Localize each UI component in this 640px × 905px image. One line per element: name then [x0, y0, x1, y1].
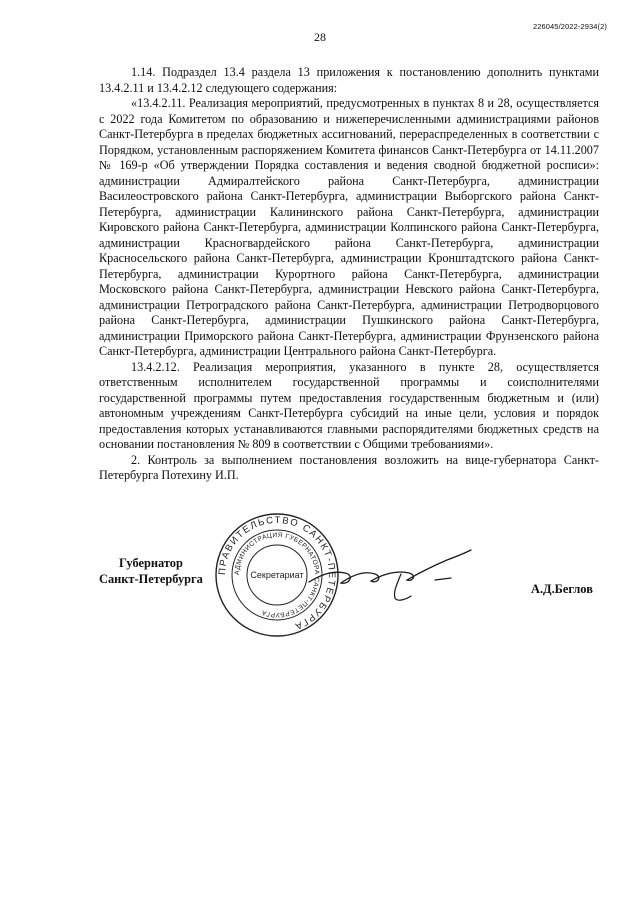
paragraph-1-14: 1.14. Подраздел 13.4 раздела 13 приложения к постановлению дополнить пунктами 13.4.2.11 и 13.4.2.12 следующего содержания:	[99, 65, 599, 95]
handwritten-signature	[305, 540, 480, 605]
svg-text:ПРАВИТЕЛЬСТВО САНКТ-ПЕТЕРБУРГА: ПРАВИТЕЛЬСТВО САНКТ-ПЕТЕРБУРГА	[216, 514, 338, 632]
signatory-title-line2: Санкт-Петербурга	[99, 571, 203, 586]
svg-text:Секретариат: Секретариат	[250, 570, 304, 580]
svg-text:АДМИНИСТРАЦИЯ ГУБЕРНАТОРА САНК: АДМИНИСТРАЦИЯ ГУБЕРНАТОРА САНКТ-ПЕТЕРБУРГА	[233, 531, 321, 619]
paragraph-2-control: 2. Контроль за выполнением постановления возложить на вице-губернатора Санкт-Петербурга Потехину И.П.	[99, 452, 599, 482]
signatory-name: А.Д.Беглов	[531, 582, 593, 596]
signatory-title	[99, 556, 203, 587]
document-number: 226045/2022-2934(2)	[532, 22, 607, 31]
paragraph-13-4-2-11: «13.4.2.11. Реализация мероприятий, предусмотренных в пунктах 8 и 28, осуществляется с 2022 года Комитетом по образованию и нижеперечисленными администрациями районов Санкт-Петербурга в пределах бюджетных ассигнований, перераспределенных в соответствии с Порядком, установленным распоряжением Комитета финансов Санкт-Петербурга от 14.11.2007 № 169-р «Об утверждении Порядка составления и ведения сводной бюджетной росписи»: администрации Адмиралтейского района Санкт-Петербурга, администрации Василеостровского района Санкт-Петербурга, администрации Выборгского района Санкт-Петербурга, администрации Калининского района Санкт-Петербурга, администрации Кировского района Санкт-Петербурга, администрации Колпинского района Санкт-Петербурга, администрации Красногвардейского района Санкт-Петербурга, администрации Красносельского района Санкт-Петербурга, администрации Кронштадтского района Санкт-Петербурга, администрации Курортного района Санкт-Петербурга, администрации Московского района Санкт-Петербурга, администрации Невского района Санкт-Петербурга, администрации Петроградского района Санкт-Петербурга, администрации Петродворцового района Санкт-Петербурга, администрации Пушкинского района Санкт-Петербурга, администрации Приморского района Санкт-Петербурга, администрации Фрунзенского района Санкт-Петербурга, администрации Центрального района Санкт-Петербурга.	[99, 96, 599, 358]
page-number: 28	[314, 30, 326, 44]
document-body	[99, 65, 599, 484]
paragraph-13-4-2-12: 13.4.2.12. Реализация мероприятия, указанного в пункте 28, осуществляется ответственным исполнителем государственной программы и соисполнителями государственной программы путем предоставления государственным бюджетным и (или) автономным учреждениям Санкт-Петербурга субсидий на иные цели, условия и порядок предоставления которых устанавливаются главными распорядителями бюджетных средств на основании постановления № 809 в соответствии с Общими требованиями».	[99, 359, 599, 451]
signatory-title-line1: Губернатор	[119, 556, 183, 570]
